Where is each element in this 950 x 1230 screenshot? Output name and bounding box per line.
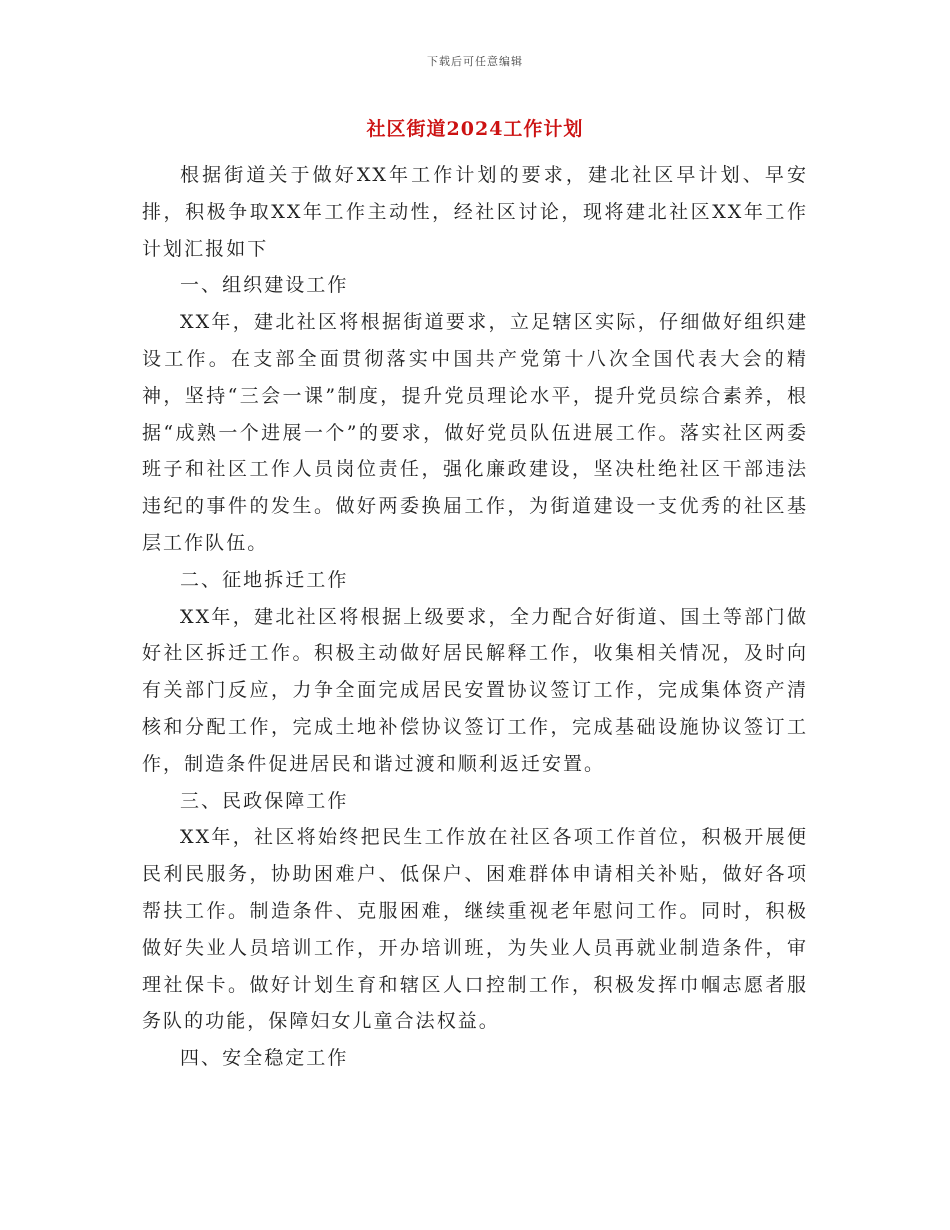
header-note: 下载后可任意编辑: [427, 55, 523, 68]
section-heading-civil-affairs: 三、民政保障工作: [180, 789, 349, 812]
section-body-civil-affairs: XX年，社区将始终把民生工作放在社区各项工作首位，积极开展便民利民服务，协助困难户、低保户、困难群体申请相关补贴，做好各项帮扶工作。制造条件、克服困难，继续重视老年慰问工作。同时，积极做好失业人员培训工作，开办培训班，为失业人员再就业制造条件，审理社保卡。做好计划生育和辖区人口控制工作，积极发挥巾帼志愿者服务队的功能，保障妇女儿童合法权益。: [142, 826, 808, 1033]
section-body-organization: XX年，建北社区将根据街道要求，立足辖区实际，仔细做好组织建设工作。在支部全面贯彻落实中国共产党第十八次全国代表大会的精神，坚持“三会一课”制度，提升党员理论水平，提升党员综合素养，根据“成熟一个进展一个”的要求，做好党员队伍进展工作。落实社区两委班子和社区工作人员岗位责任，强化廉政建设，坚决杜绝社区干部违法违纪的事件的发生。做好两委换届工作，为街道建设一支优秀的社区基层工作队伍。: [142, 311, 808, 554]
document-title: 社区街道2024工作计划: [366, 118, 584, 140]
document-body: [142, 157, 808, 1077]
section-body-demolition: XX年，建北社区将根据上级要求，全力配合好街道、国土等部门做好社区拆迁工作。积极主动做好居民解释工作，收集相关情况，及时向有关部门反应，力争全面完成居民安置协议签订工作，完成集体资产清核和分配工作，完成土地补偿协议签订工作，完成基础设施协议签订工作，制造条件促进居民和谐过渡和顺利返迁安置。: [142, 605, 808, 775]
intro-paragraph: 根据街道关于做好XX年工作计划的要求，建北社区早计划、早安排，积极争取XX年工作主动性，经社区讨论，现将建北社区XX年工作计划汇报如下: [142, 164, 808, 260]
section-heading-safety: 四、安全稳定工作: [180, 1047, 349, 1070]
section-heading-organization: 一、组织建设工作: [180, 274, 349, 297]
section-heading-demolition: 二、征地拆迁工作: [180, 568, 349, 591]
